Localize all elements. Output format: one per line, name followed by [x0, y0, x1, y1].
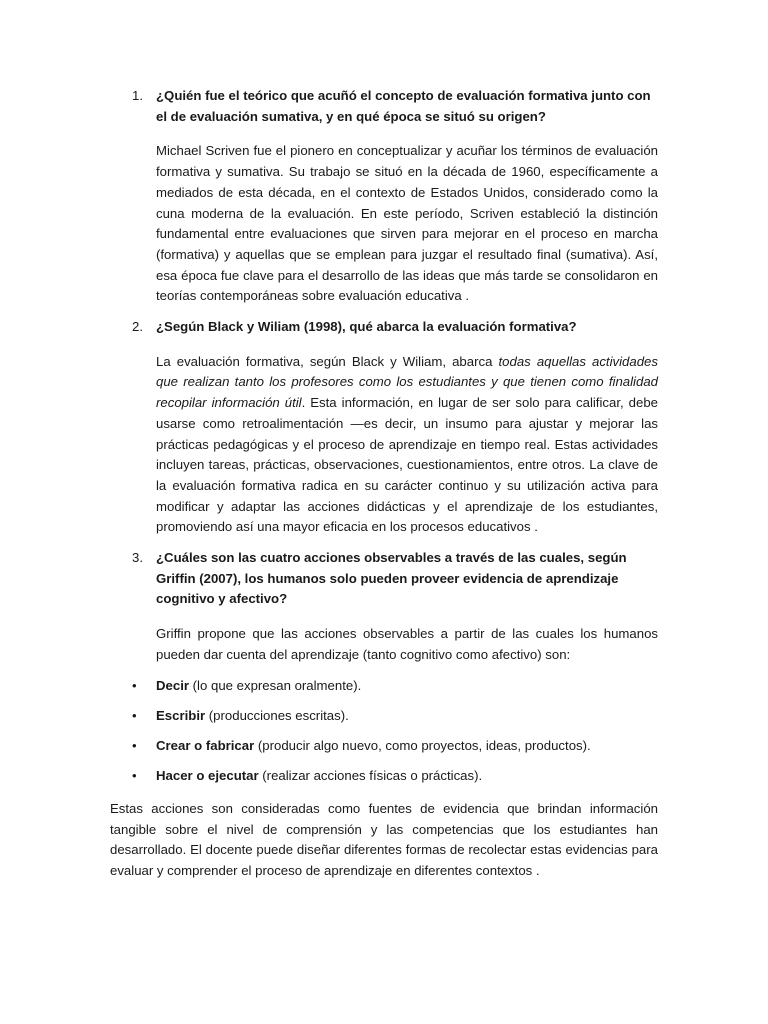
- question-3: [110, 548, 658, 610]
- bullet-icon: •: [132, 737, 137, 753]
- closing-paragraph: Estas acciones son consideradas como fuentes de evidencia que brindan información tangible sobre el nivel de comprensión y las competencias que los estudiantes han desarrollado. El docente puede diseñar diferentes formas de recolectar estas evidencias para evaluar y comprender el proceso de aprendizaje en diferentes contextos .: [110, 800, 658, 878]
- question-text: ¿Quién fue el teórico que acuñó el concepto de evaluación formativa junto con el de evaluación sumativa, y en qué época se situó su origen?: [156, 88, 651, 124]
- question-text: ¿Según Black y Wiliam (1998), qué abarca la evaluación formativa?: [156, 319, 577, 335]
- question-2: [110, 317, 658, 338]
- list-item: [110, 766, 658, 787]
- question-number: 1.: [132, 88, 143, 103]
- bullet-term: Decir: [156, 677, 189, 693]
- question-number: 3.: [132, 550, 143, 566]
- answer-3: Griffin propone que las acciones observables a partir de las cuales los humanos pueden dar cuenta del aprendizaje (tanto cognitivo como afectivo) son:: [156, 626, 658, 662]
- bullet-desc: (lo que expresan oralmente).: [189, 677, 362, 693]
- bullet-term: Escribir: [156, 707, 206, 723]
- answer-2: [156, 352, 658, 538]
- list-item: [110, 736, 658, 757]
- answer-1: Michael Scriven fue el pionero en conceptualizar y acuñar los términos de evaluación formativa y sumativa. Su trabajo se situó en la década de 1960, específicamente a mediados de esta década, en el contexto de Estados Unidos, considerado como la cuna moderna de la evaluación. En este período, Scriven estableció la distinción fundamental entre evaluaciones que sirven para mejorar en el proceso en marcha (formativa) y aquellas que se emplean para juzgar el resultado final (sumativa). Así, esa época fue clave para el desarrollo de las ideas que más tarde se consolidaron en teorías contemporáneas sobre evaluación educativa .: [156, 143, 658, 304]
- bullet-term: Crear o fabricar: [156, 737, 255, 753]
- bullet-icon: •: [132, 768, 137, 784]
- bullet-list: [110, 676, 658, 787]
- bullet-icon: •: [132, 707, 137, 723]
- list-item: [110, 676, 658, 697]
- answer-intro: La evaluación formativa, según Black y Wiliam, abarca: [156, 353, 499, 369]
- answer-italic-quote: todas aquellas actividades que realizan tanto los profesores como los estudiantes y que tienen como finalidad recopilar información útil: [156, 353, 658, 411]
- bullet-desc: (producciones escritas).: [205, 707, 349, 723]
- list-item: [110, 706, 658, 727]
- question-text: ¿Cuáles son las cuatro acciones observables a través de las cuales, según Griffin (2007), los humanos solo pueden proveer evidencia de aprendizaje cognitivo y afectivo?: [156, 550, 627, 607]
- question-number: 2.: [132, 319, 143, 335]
- question-1: [110, 86, 658, 127]
- bullet-icon: •: [132, 677, 137, 693]
- bullet-desc: (producir algo nuevo, como proyectos, ideas, productos).: [254, 737, 591, 753]
- answer-rest: . Esta información, en lugar de ser solo para calificar, debe usarse como retroalimentación —es decir, un insumo para ajustar y mejorar las prácticas pedagógicas y el proceso de aprendizaje en tiempo real. Estas actividades incluyen tareas, prácticas, observaciones, cuestionamientos, entre otros. La clave de la evaluación formativa radica en su carácter continuo y su utilización activa para modificar y adaptar las acciones didácticas y el aprendizaje de los estudiantes, promoviendo así una mayor eficacia en los procesos educativos .: [156, 395, 658, 535]
- bullet-desc: (realizar acciones físicas o prácticas).: [258, 768, 483, 784]
- bullet-term: Hacer o ejecutar: [156, 768, 259, 784]
